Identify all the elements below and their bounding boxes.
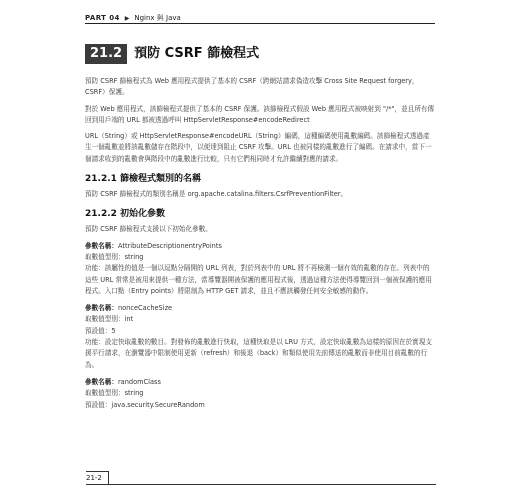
footer-divider	[86, 484, 436, 485]
param-type-line: 取數值型別：string	[85, 389, 144, 398]
section-number: 21.2	[85, 44, 127, 64]
param-block	[85, 377, 435, 411]
part-label: PART 04	[85, 14, 120, 22]
header-divider	[85, 23, 435, 24]
param-default-line: 預設值：5	[85, 326, 116, 335]
running-header	[85, 13, 435, 23]
paragraph: 預防 CSRF 篩檢程式支援以下初始化參數。	[85, 225, 212, 234]
param-name-line: 參數名稱：nonceCacheSize	[85, 304, 173, 313]
paragraph: URL（String）或 HttpServletResponse#encodeURL（String）編碼，這種編碼使用亂數編碼。該篩檢程式透過產生一個亂數並將該亂數儲存在階段中，以便達到阻止 CSRF 攻擊。URL 也被同樣的亂數進行了編碼。在請求中，當下一個請求收到的亂數會與階段中的亂數進行比較，只有它們相同時才允許繼續對應的請求。	[85, 132, 432, 163]
section-title	[85, 44, 259, 64]
section-heading: 預防 CSRF 篩檢程式	[134, 46, 260, 61]
param-type-line: 取數值型別：string	[85, 252, 144, 261]
paragraph: 對於 Web 應用程式，該篩檢程式提供了基本的 CSRF 保護。該篩檢程式假設 Web 應用程式被映射到 "/*"，並且所有傳回到用戶端的 URL 都被透過呼叫 HttpServletResponse#encodeRedirect	[85, 104, 435, 124]
param-type-line: 取數值型別：int	[85, 315, 134, 324]
page-body	[85, 76, 435, 417]
page-number: 21-2	[86, 471, 109, 485]
triangle-icon: ▶	[124, 14, 130, 22]
param-default-line: 預設值：java.security.SecureRandom	[85, 400, 205, 409]
subsection-heading: 21.2.1 篩檢程式類別的名稱	[85, 174, 202, 185]
paragraph: 預防 CSRF 篩檢程式的類別名稱是 org.apache.catalina.filters.CsrfPreventionFilter。	[85, 190, 348, 199]
param-description: 功能：該屬性的值是一個以逗點分隔開的 URL 列表，對於列表中的 URL 將不再檢測一個有效的亂數的存在。列表中的這些 URL 常常是被用來提供一種方法，當導覽器開被保護的應用程式後，透過這種方法使得導覽回到一個被保護的應用程式。入口點（Entry points）將限制為 HTTP GET 請求，並且不應該觸發任何安全敏感的動作。	[85, 264, 432, 295]
paragraph: 預防 CSRF 篩檢程式為 Web 應用程式提供了基本的 CSRF（跨網站請求偽造攻擊 Cross Site Request forgery，CSRF）保護。	[85, 77, 419, 97]
subsection-heading: 21.2.2 初始化參數	[85, 209, 166, 220]
param-block	[85, 303, 435, 371]
param-name-line: 參數名稱：AttributeDescriptionentryPoints	[85, 241, 222, 250]
param-name-line: 參數名稱：randomClass	[85, 377, 161, 386]
param-block	[85, 241, 435, 297]
chapter-title: Nginx 與 Java	[134, 14, 181, 22]
param-description: 功能：設定快取亂數的數目。對發佈的亂數進行快取，這種快取是以 LRU 方式，設定快取亂數為這樣的原因在於實現支援平行請求，在瀏覽器中限制使用更新（refresh）和後退（back）和類似使用先前傳送的亂數而非使用目前亂數的行為。	[85, 338, 432, 369]
